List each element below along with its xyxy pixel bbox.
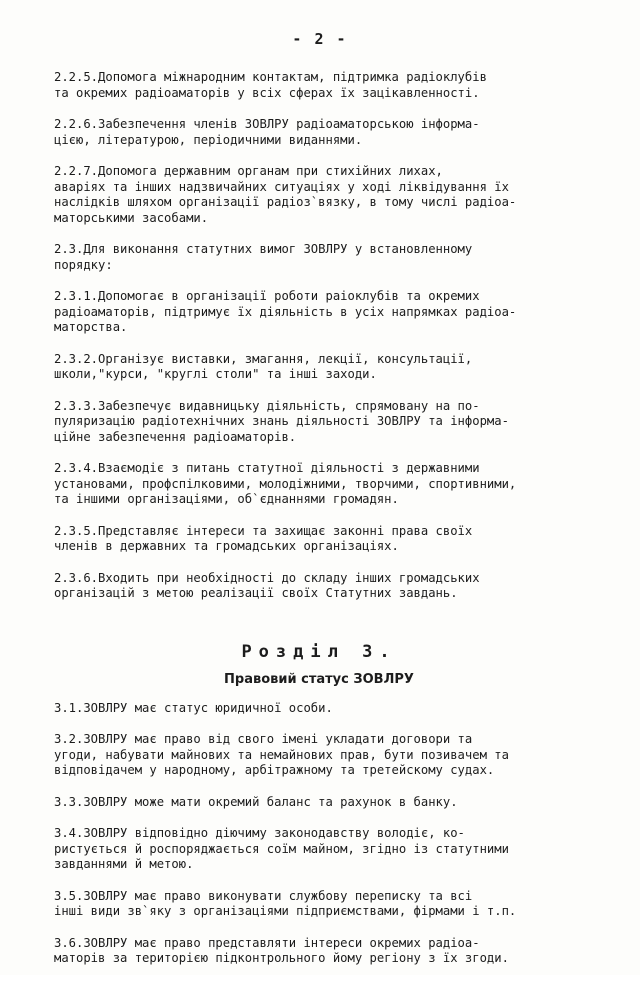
clause-paragraph (54, 826, 574, 873)
clause-line: 2.2.7.Допомога державним органам при стихійних лихах, (54, 164, 443, 178)
clause-line: школи,"курси, "круглі столи" та інші заходи. (54, 367, 377, 381)
clause-line: установами, профспілковими, молодіжними, творчими, спортивними, (54, 476, 517, 491)
clause-line: відповідачем у народному, арбітражному та третейскому судах. (54, 763, 495, 777)
section-2-clauses (54, 70, 574, 602)
clause-line: цією, літературою, періодичними виданнями. (54, 132, 363, 147)
clause-paragraph (54, 571, 574, 602)
clause-paragraph (54, 524, 574, 555)
clause-paragraph (54, 70, 574, 101)
clause-line: порядку: (54, 257, 113, 272)
clause-line: членів в державних та громадських організаціях. (54, 539, 399, 553)
clause-line: 3.5.ЗОВЛРУ має право виконувати службову переписку та всі (54, 888, 473, 903)
clause-line: маторськими засобами. (54, 210, 209, 225)
clause-line: інші види зв`яку з організаціями підприємствами, фірмами і т.п. (54, 904, 517, 918)
clause-line: 2.3.Для виконання статутних вимог ЗОВЛРУ у встановленному (54, 242, 473, 256)
page-number: - 2 - (292, 30, 348, 48)
clause-paragraph (54, 701, 574, 717)
clause-line: 2.3.5.Представляє інтереси та захищає законні права своїх (54, 523, 473, 538)
clause-line: пуляризацію радіотехнічних знань діяльності ЗОВЛРУ та інформа- (54, 414, 509, 428)
clause-line: маторів за територією підконтрольного йому регіону з їх згоди. (54, 951, 509, 965)
clause-paragraph (54, 164, 574, 226)
clause-paragraph (54, 352, 574, 383)
clause-paragraph (54, 242, 574, 273)
clause-line: маторства. (54, 320, 128, 334)
section-3-clauses (54, 701, 574, 967)
clause-paragraph (54, 732, 574, 779)
clause-paragraph (54, 117, 574, 148)
clause-line: організацій з метою реалізації своїх Статутних завдань. (54, 586, 458, 600)
clause-line: ристується й роспоряджається соїм майном, згідно із статутними (54, 841, 509, 856)
clause-line: 3.4.ЗОВЛРУ відповідно діючиму законодавству володіє, ко- (54, 826, 465, 840)
clause-paragraph (54, 889, 574, 920)
clause-paragraph (54, 289, 574, 336)
clause-line: аваріях та інших надзвичайних ситуаціях у ході ліквідування їх (54, 179, 509, 194)
clause-line: завданнями й метою. (54, 857, 194, 871)
clause-line: ційне забезпечення радіоаматорів. (54, 429, 297, 444)
clause-line: 2.3.4.Взаємодіє з питань статутної діяльності з державними (54, 461, 480, 475)
section-subheading: Правовий статус ЗОВЛРУ (224, 671, 414, 687)
clause-line: 2.3.2.Організує виставки, змагання, лекції, консультації, (54, 351, 473, 366)
clause-line: 2.3.3.Забезпечує видавницьку діяльність, спрямовану на по- (54, 398, 480, 413)
clause-line: 2.3.6.Входить при необхідності до складу інших громадських (54, 570, 480, 585)
clause-line: 3.3.ЗОВЛРУ може мати окремий баланс та рахунок в банку. (54, 794, 458, 809)
clause-paragraph (54, 399, 574, 446)
clause-line: та іншими організаціями, об`єднаннями громадян. (54, 492, 399, 506)
clause-line: 3.6.ЗОВЛРУ має право представляти інтереси окремих радіоа- (54, 935, 480, 950)
document-body (54, 70, 574, 983)
clause-line: наслідків шляхом організації радіоз`вязку, в тому числі радіоа- (54, 195, 517, 209)
clause-line: 2.2.6.Забезпечення членів ЗОВЛРУ радіоаматорською інформа- (54, 117, 480, 131)
clause-line: 3.1.ЗОВЛРУ має статус юридичної особи. (54, 700, 333, 715)
clause-line: 2.2.5.Допомога міжнародним контактам, підтримка радіоклубів (54, 70, 487, 84)
clause-line: угоди, набувати майнових та немайнових прав, бути позивачем та (54, 747, 509, 762)
clause-paragraph (54, 461, 574, 508)
clause-line: радіоаматорів, підтримує їх діяльність в усіх напрямках радіоа- (54, 304, 517, 319)
clause-line: 3.2.ЗОВЛРУ має право від свого імені укладати договори та (54, 732, 473, 746)
clause-line: 2.3.1.Допомогає в організації роботи раіоклубів та окремих (54, 289, 480, 303)
section-heading: Розділ 3. (241, 641, 397, 662)
clause-line: та окремих радіоаматорів у всіх сферах їх зацікавленності. (54, 85, 480, 100)
clause-paragraph (54, 936, 574, 967)
clause-paragraph (54, 795, 574, 811)
